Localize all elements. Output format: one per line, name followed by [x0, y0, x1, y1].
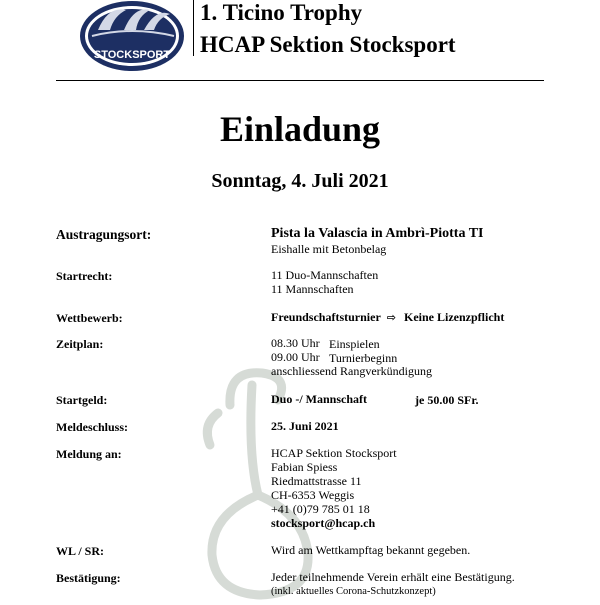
arrow-right-icon: ⇨: [386, 311, 396, 324]
event-title: 1. Ticino Trophy: [200, 0, 363, 25]
value-startgeld-category: Duo -/ Mannschaft: [271, 392, 368, 406]
value-wettbewerb-licence: Keine Lizenzpflicht: [404, 310, 505, 324]
zeitplan-time-1: 08.30 Uhr: [271, 336, 320, 350]
label-zeitplan: Zeitplan:: [56, 337, 104, 351]
meldung-org: HCAP Sektion Stocksport: [271, 446, 397, 460]
value-austragungsort-detail: Eishalle mit Betonbelag: [271, 242, 387, 256]
value-startrecht-duo: 11 Duo-Mannschaften: [271, 268, 379, 282]
zeitplan-time-2: 09.00 Uhr: [271, 350, 320, 364]
hcap-stocksport-logo: [78, 0, 186, 74]
event-date: Sonntag, 4. Juli 2021: [211, 170, 389, 192]
header-rule: [56, 80, 544, 81]
zeitplan-text-1: Einspielen: [329, 337, 380, 351]
value-austragungsort: Pista la Valascia in Ambrì-Piotta TI: [271, 226, 484, 241]
label-wlsr: WL / SR:: [56, 544, 105, 558]
meldung-email[interactable]: stocksport@hcap.ch: [271, 516, 376, 530]
value-wettbewerb: [271, 311, 504, 324]
value-meldeschluss: 25. Juni 2021: [271, 419, 339, 433]
label-bestaetigung: Bestätigung:: [56, 571, 121, 585]
value-bestaetigung: Jeder teilnehmende Verein erhält eine Bestätigung.: [271, 570, 515, 584]
value-bestaetigung-note: (inkl. aktuelles Corona-Schutzkonzept): [271, 586, 436, 597]
meldung-contact-name: Fabian Spiess: [271, 460, 338, 474]
logo-text: STOCKSPORT: [93, 49, 171, 61]
page-title: Einladung: [219, 109, 381, 149]
label-meldung: Meldung an:: [56, 447, 122, 461]
zeitplan-text-2: Turnierbeginn: [329, 351, 398, 365]
label-meldeschluss: Meldeschluss:: [56, 420, 128, 434]
label-wettbewerb: Wettbewerb:: [56, 311, 123, 325]
organizer-title: HCAP Sektion Stocksport: [200, 32, 456, 57]
zeitplan-ranking: anschliessend Rangverkündigung: [271, 364, 432, 378]
header-divider-vertical: [193, 0, 194, 56]
meldung-street: Riedmattstrasse 11: [271, 474, 362, 488]
value-startrecht-teams: 11 Mannschaften: [271, 282, 354, 296]
label-austragungsort: Austragungsort:: [56, 227, 152, 242]
meldung-city: CH-6353 Weggis: [271, 488, 355, 502]
label-startrecht: Startrecht:: [56, 269, 113, 283]
label-startgeld: Startgeld:: [56, 393, 108, 407]
value-startgeld-fee: je 50.00 SFr.: [415, 393, 479, 407]
value-wettbewerb-type: Freundschaftsturnier: [271, 310, 381, 324]
value-wlsr: Wird am Wettkampftag bekannt gegeben.: [271, 543, 471, 557]
meldung-phone: +41 (0)79 785 01 18: [271, 502, 370, 516]
